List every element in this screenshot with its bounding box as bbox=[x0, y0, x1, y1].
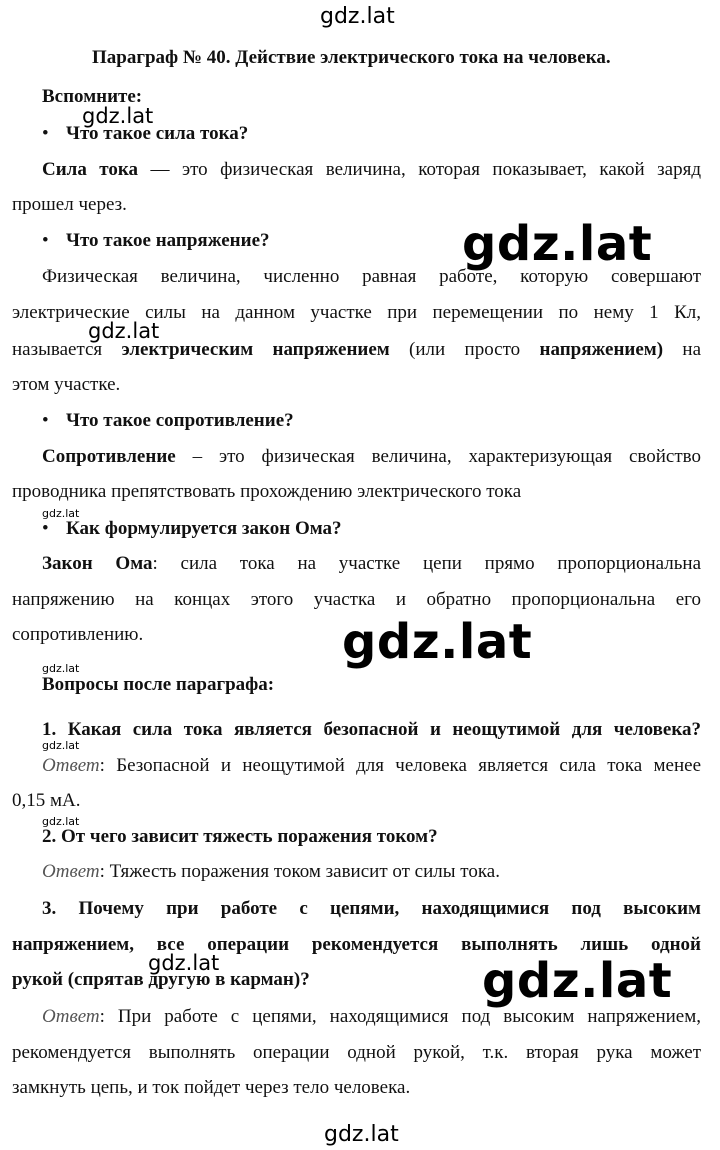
questions-after-heading: Вопросы после параграфа: bbox=[42, 674, 275, 695]
question-1: 1. Какая сила тока является безопасной и неощутимой для человека? bbox=[42, 719, 701, 740]
answer-3-line: замкнуть цепь, и ток пойдет через тело человека. bbox=[12, 1077, 411, 1098]
watermark-large: gdz.lat bbox=[462, 216, 653, 272]
question-3-line: напряжением, все операции рекомендуется выполнять лишь одной bbox=[12, 934, 701, 955]
answer-resistance-line: Сопротивление – это физическая величина, характеризующая свойство bbox=[42, 446, 701, 467]
watermark-small: gdz.lat bbox=[42, 662, 80, 675]
answer-1-line: Ответ: Безопасной и неощутимой для человека является сила тока менее bbox=[42, 755, 701, 776]
watermark-bottom: gdz.lat bbox=[324, 1122, 399, 1147]
watermark: gdz.lat bbox=[88, 319, 160, 343]
watermark-large: gdz.lat bbox=[342, 614, 533, 670]
text: — это физическая величина, которая показывает, какой заряд bbox=[138, 159, 701, 180]
answer-ohms-law-line: Закон Ома: сила тока на участке цепи прямо пропорциональна bbox=[42, 553, 702, 574]
answer-voltage-line: этом участке. bbox=[12, 374, 121, 395]
question-resistance: • Что такое сопротивление? bbox=[42, 410, 294, 432]
answer-ohms-law-line: напряжению на концах этого участка и обратно пропорциональна его bbox=[12, 589, 701, 610]
watermark-top: gdz.lat bbox=[320, 4, 395, 29]
answer-ohms-law-line: сопротивлению. bbox=[12, 624, 144, 645]
answer-current-strength-line: прошел через. bbox=[12, 194, 127, 215]
watermark-small: gdz.lat bbox=[42, 507, 80, 520]
answer-current-strength-line bbox=[42, 159, 701, 181]
watermark-small: gdz.lat bbox=[42, 739, 80, 752]
answer-voltage-line: называется электрическим напряжением (или просто напряжением) на bbox=[12, 339, 702, 360]
answer-3-line: рекомендуется выполнять операции одной рукой, т.к. вторая рука может bbox=[12, 1042, 701, 1063]
question-current-strength: • Что такое сила тока? bbox=[42, 123, 248, 145]
page-title: Параграф № 40. Действие электрического тока на человека. bbox=[92, 47, 611, 68]
question-voltage: • Что такое напряжение? bbox=[42, 230, 270, 252]
watermark: gdz.lat bbox=[82, 104, 154, 128]
watermark-small: gdz.lat bbox=[42, 815, 80, 828]
answer-voltage-line: Физическая величина, численно равная работе, которую совершают bbox=[42, 266, 701, 287]
answer-3-line: Ответ: При работе с цепями, находящимися под высоким напряжением, bbox=[42, 1006, 701, 1027]
term: Сила тока bbox=[42, 159, 139, 180]
answer-1-line: 0,15 мА. bbox=[12, 790, 81, 811]
question-2: 2. От чего зависит тяжесть поражения током? bbox=[42, 826, 438, 847]
question-3-line: 3. Почему при работе с цепями, находящимися под высоким bbox=[42, 898, 701, 919]
remember-heading: Вспомните: bbox=[42, 86, 143, 107]
question-3-line: рукой (спрятав другую в карман)? bbox=[12, 969, 310, 990]
answer-resistance-line: проводника препятствовать прохождению электрического тока bbox=[12, 481, 522, 502]
answer-voltage-line: электрические силы на данном участке при перемещении по нему 1 Кл, bbox=[12, 302, 701, 323]
question-ohms-law: • Как формулируется закон Ома? bbox=[42, 518, 342, 540]
watermark-large: gdz.lat bbox=[482, 953, 673, 1009]
answer-2-line: Ответ: Тяжесть поражения током зависит от силы тока. bbox=[42, 861, 500, 882]
watermark: gdz.lat bbox=[148, 951, 220, 975]
